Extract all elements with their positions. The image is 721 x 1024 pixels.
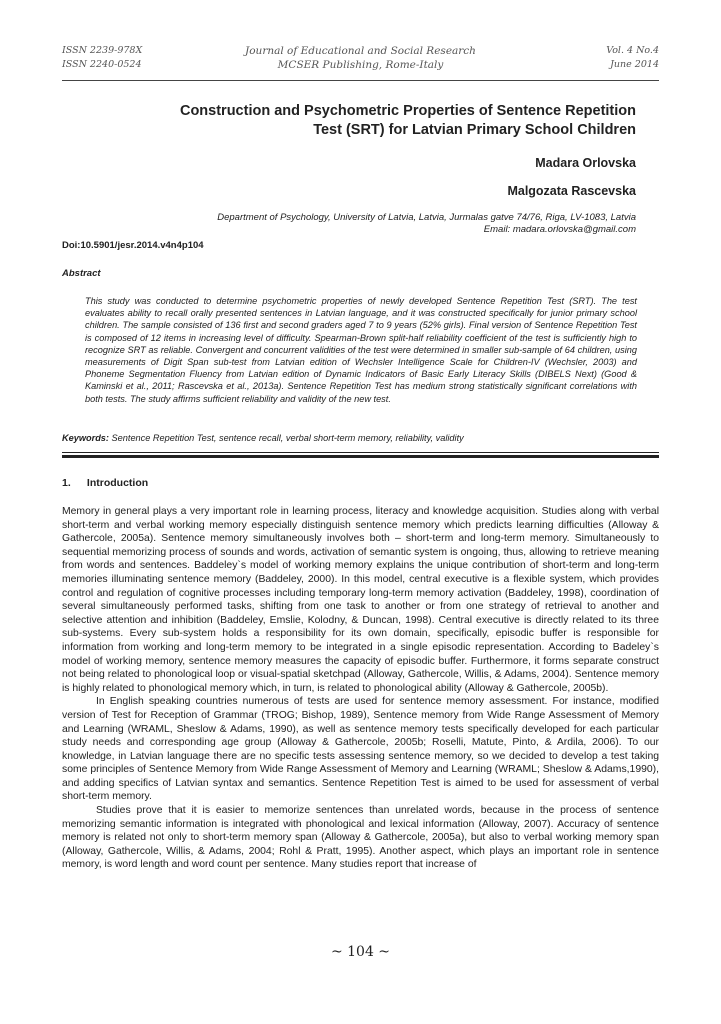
running-header (62, 44, 659, 78)
title-line-1: Construction and Psychometric Properties of Sentence Repetition (179, 103, 636, 119)
section-number: 1. (62, 477, 71, 489)
keywords (62, 433, 659, 443)
publisher-name: MCSER Publishing, Rome-Italy (277, 59, 444, 71)
affiliation: Department of Psychology, University of Latvia, Latvia, Jurmalas gatve 74/76, Riga, LV-1083, Latvia (217, 212, 636, 223)
volume-number: Vol. 4 No.4 (606, 45, 659, 56)
title-line-2: Test (SRT) for Latvian Primary School Children (313, 122, 636, 138)
keywords-divider-thin (62, 452, 659, 453)
paragraph: In English speaking countries numerous of tests are used for sentence memory assessment. For instance, modified version of Test for Reception of Grammar (TROG; Bishop, 1989), Sentence memory from Wide Range Assessment of Memory and Learning (WRAML, Sheslow & Adams, 1990), as well as sentence memory tests specifically developed for each particular study needs and corresponding age group (Alloway & Gathercole, 2005b; Roselli, Matute, Pinto, & Ardila, 2006). To our knowledge, in Latvian language there are no specific tests assessing sentence memory, so we decided to develop a test taking some principles of Sentence Memory from Wide Range Assessment of Memory and Learning (WRAML; Sheslow & Adams,1990), and adding specifics of Latvian syntax and semantics. Sentence Repetition Test is aimed to be used for assessment of verbal short-term memory. (62, 696, 659, 803)
section-heading (62, 477, 148, 489)
section-title: Introduction (86, 477, 149, 489)
keywords-label: Keywords: (62, 433, 109, 443)
paragraph: Memory in general plays a very important role in learning process, literacy and knowledge acquisition. Studies along with verbal short-term and verbal working memory especially distinguish sentence memory which predicts learning difficulties (Alloway & Gathercole, 2005a). Sentence memory simultaneously involves both – short-term and long-term memory. Simultaneously to sequential memorizing process of sounds and words, activation of semantic system is ongoing, thus, allowing to retrieve meaning from words and sentences. Baddeley`s model of working memory explains the unique contribution of short-term and long-term memories illuminating sentence memory (Baddeley, 2000). In this model, central executive is a flexible system, which provides control and regulation of cognitive processes including temporary long-term memory activation (Baddeley, 1998), coordination of several simultaneously performed tasks, shifting from one task to another or from one strategy of retrieval to another and selective attention and inhibition (Baddeley, Emslie, Kolodny, & Duncan, 1998). Central executive is directly related to its three sub-systems. Every sub-system holds a responsibility for its own domain, specifically, episodic buffer is responsible for information from working and long-term memory to be integrated in a single episodic representation. According to Badeley`s model of working memory, sentence memory measures the capacity of episodic buffer. Furthermore, it forms separate construct not being related to phonological loop or visual-spatial sketchpad (Alloway, Gathercole, Willis, & Adams, 2004). Sentence memory is highly related to phonological memory which, in turn, is related to phonological ability (Alloway & Gathercole, 2005b). (62, 506, 659, 694)
page-number: ~ 104 ~ (330, 944, 391, 960)
affiliation-block (217, 212, 636, 236)
keywords-divider-thick (62, 455, 659, 458)
header-divider (62, 80, 659, 81)
issn-print: ISSN 2239-978X (62, 45, 143, 56)
paragraph: Studies prove that it is easier to memorize sentences than unrelated words, because in the process of sentence memorizing semantic information is integrated with phonological and lexical information (Alloway, 2007). Accuracy of sentence memory is related not only to short-term memory span (Alloway & Gathercole, 2005a), but also to verbal working memory span (Alloway, Gathercole, Willis, & Adams, 2004; Rohl & Pratt, 1995). Another aspect, which plays an important role in sentence memory, is word length and word count per sentence. Many studies report that increase of (62, 805, 659, 871)
issn-online: ISSN 2240-0524 (62, 59, 142, 70)
doi: Doi:10.5901/jesr.2014.v4n4p104 (62, 240, 204, 251)
abstract-heading: Abstract (62, 268, 101, 279)
journal-block (62, 44, 659, 72)
section-body (62, 505, 659, 872)
issue-date: June 2014 (610, 59, 659, 70)
keywords-list: Sentence Repetition Test, sentence recall, verbal short-term memory, reliability, validity (111, 433, 464, 443)
author-2: Malgozata Rascevska (507, 184, 636, 198)
journal-name: Journal of Educational and Social Research (245, 45, 476, 57)
author-1: Madara Orlovska (535, 156, 636, 170)
issue-block (606, 44, 659, 72)
author-email: Email: madara.orlovska@gmail.com (483, 224, 636, 235)
article-title (136, 102, 636, 140)
abstract-text: This study was conducted to determine psychometric properties of newly developed Sentence Repetition Test (SRT). The test evaluates ability to recall orally presented sentences in Latvian language, and it was constructed specifically for junior primary school children. The sample consisted of 136 first and second graders aged 7 to 9 years (52% girls). Final version of Sentence Repetition Test is composed of 12 items in increasing level of difficulty. Spearman-Brown split-half reliability coefficient of the test is sufficiently high to recognize SRT as reliable. Convergent and concurrent validities of the test were determined in smaller sub-sample of 64 children, using measurements of Digit Span sub-test from Latvian edition of Wechsler Intelligence Scale for Children-IV (Wechsler, 2003) and Phoneme Segmentation Fluency from Latvian edition of Dynamic Indicators of Basic Early Literacy Skills (DIBELS Next) (Good & Kaminski et al., 2011; Rascevska et al., 2013a). Sentence Repetition Test has medium strong statistically significant correlations with both tests. The study affirms sufficient reliability and validity of the new test. (85, 296, 637, 404)
